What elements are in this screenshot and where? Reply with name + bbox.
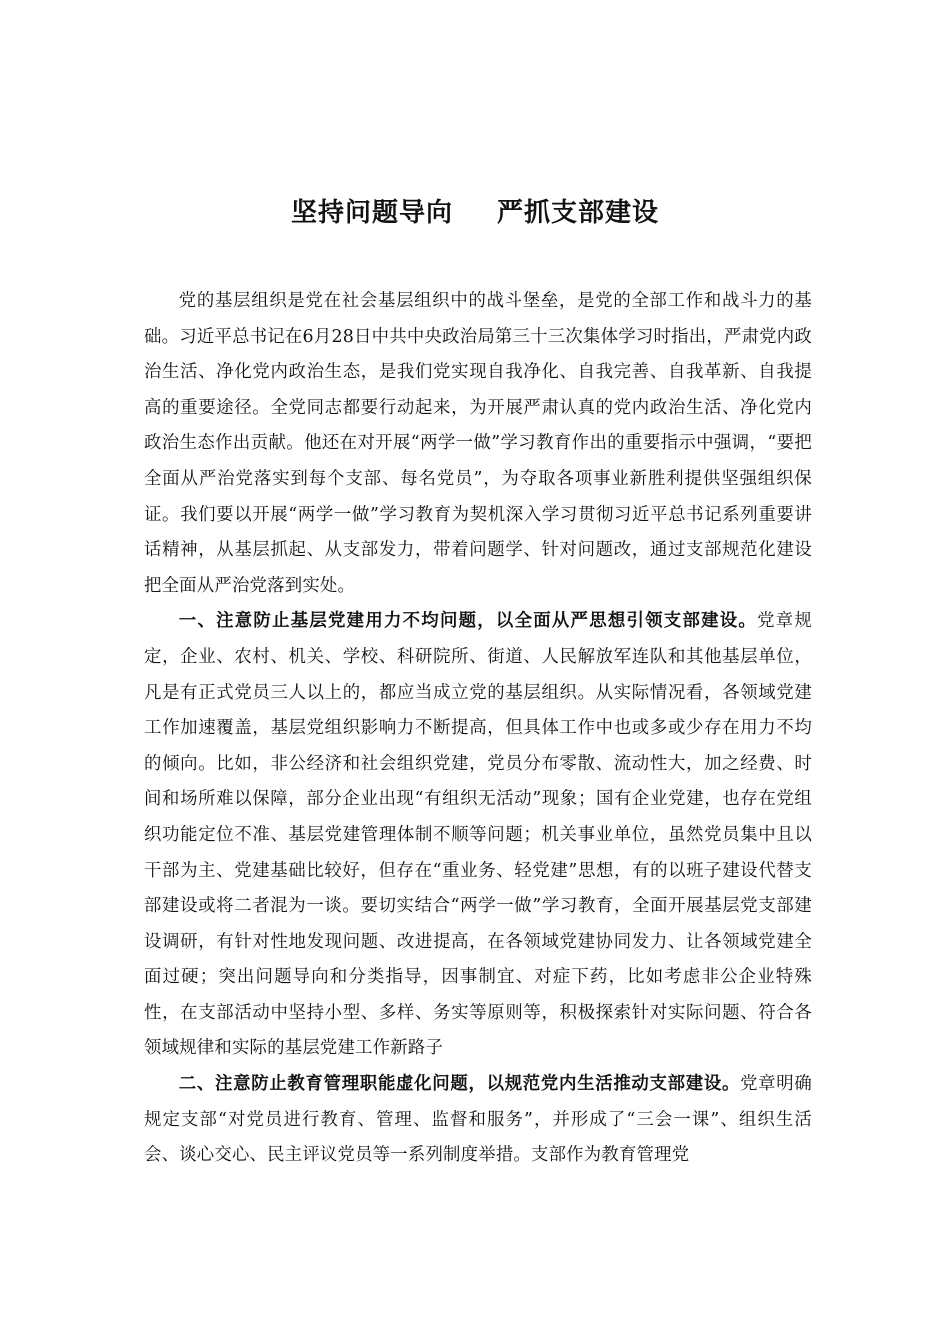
paragraph-section-1 — [144, 604, 812, 1067]
paragraph-text: 党章规定，企业、农村、机关、学校、科研院所、街道、人民解放军连队和其他基层单位，凡是有正式党员三人以上的，都应当成立党的基层组织。从实际情况看，各领域党建工作加速覆盖，基层党组织影响力不断提高，但具体工作中也或多或少存在用力不均的倾向。比如，非公经济和社会组织党建，党员分布零散、流动性大，加之经费、时间和场所难以保障，部分企业出现“有组织无活动”现象；国有企业党建，也存在党组织功能定位不准、基层党建管理体制不顺等问题；机关事业单位，虽然党员集中且以干部为主、党建基础比较好，但存在“重业务、轻党建”思想，有的以班子建设代替支部建设或将二者混为一谈。要切实结合“两学一做”学习教育，全面开展基层党支部建设调研，有针对性地发现问题、改进提高，在各领域党建协同发力、让各领域党建全面过硬；突出问题导向和分类指导，因事制宜、对症下药，比如考虑非公企业特殊性，在支部活动中坚持小型、多样、务实等原则等，积极探索针对实际问题、符合各领域规律和实际的基层党建工作新路子 — [144, 611, 812, 1059]
paragraph-text: 党的基层组织是党在社会基层组织中的战斗堡垒，是党的全部工作和战斗力的基础。习近平总书记在6月28日中共中央政治局第三十三次集体学习时指出，严肃党内政治生活、净化党内政治生态，是我们党实现自我净化、自我完善、自我革新、自我提高的重要途径。全党同志都要行动起来，为开展严肃认真的党内政治生活、净化党内政治生态作出贡献。他还在对开展“两学一做”学习教育作出的重要指示中强调，“要把全面从严治党落实到每个支部、每名党员”，为夺取各项事业新胜利提供坚强组织保证。我们要以开展“两学一做”学习教育为契机深入学习贯彻习近平总书记系列重要讲话精神，从基层抓起、从支部发力，带着问题学、针对问题改，通过支部规范化建设把全面从严治党落到实处。 — [144, 291, 812, 596]
paragraph-intro — [144, 284, 812, 604]
paragraph-section-2 — [144, 1067, 812, 1174]
title-part-2: 严抓支部建设 — [497, 198, 660, 228]
paragraph-text: 党章明确规定支部“对党员进行教育、管理、监督和服务”，并形成了“三会一课”、组织生活会、谈心交心、民主评议党员等一系列制度举措。支部作为教育管理党 — [144, 1074, 812, 1166]
document-title — [0, 193, 950, 233]
title-part-1: 坚持问题导向 — [290, 198, 453, 228]
section-2-heading: 二、注意防止教育管理职能虚化问题，以规范党内生活推动支部建设。 — [178, 1074, 741, 1095]
section-1-heading: 一、注意防止基层党建用力不均问题，以全面从严思想引领支部建设。 — [178, 611, 758, 632]
document-body — [144, 284, 812, 1174]
